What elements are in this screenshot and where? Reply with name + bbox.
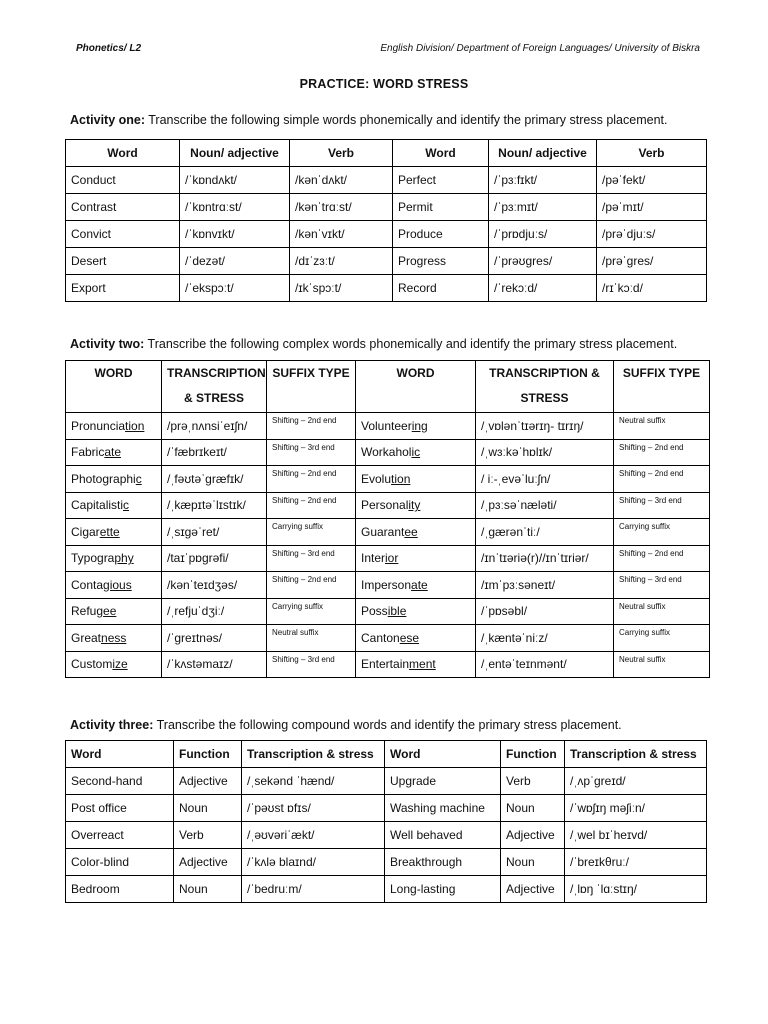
table-cell: /kənˈtrɑːst/ xyxy=(290,194,393,221)
table-cell: /ˌsɪgəˈret/ xyxy=(162,519,267,546)
column-header: Function xyxy=(501,741,565,768)
table-cell: Upgrade xyxy=(385,768,501,795)
table-cell: /ˌfəʊtəˈgræfɪk/ xyxy=(162,466,267,493)
table-cell: Noun xyxy=(174,795,242,822)
table-cell: Verb xyxy=(174,822,242,849)
table-row xyxy=(66,194,707,221)
table-cell: /ˌkæntəˈniːz/ xyxy=(476,625,614,652)
table-cell: /dɪˈzɜːt/ xyxy=(290,248,393,275)
table-cell: Adjective xyxy=(174,768,242,795)
suffix-underline: tion xyxy=(125,418,145,433)
activity-two-text: Transcribe the following complex words phonemically and identify the primary stress placement. xyxy=(144,337,678,351)
column-header: Transcription & stress xyxy=(242,741,385,768)
word-cell: Personality xyxy=(356,492,476,519)
table-cell: /ˈprəʊgres/ xyxy=(489,248,597,275)
suffix-type-cell: Neutral suffix xyxy=(614,413,710,440)
word-cell: Photographic xyxy=(66,466,162,493)
suffix-type-cell: Shifting – 2nd end xyxy=(267,572,356,599)
column-header: WORD xyxy=(356,361,476,413)
table-cell: /prəˌnʌnsiˈeɪʃn/ xyxy=(162,413,267,440)
suffix-underline: tion xyxy=(391,471,411,486)
column-header: TRANSCRIPTION & STRESS xyxy=(162,361,267,413)
table-cell: /kənˈdʌkt/ xyxy=(290,167,393,194)
table-cell: /ˌwɜːkəˈhɒlɪk/ xyxy=(476,439,614,466)
table-cell: / iː-ˌevəˈluːʃn/ xyxy=(476,466,614,493)
table-cell: Noun xyxy=(501,849,565,876)
table-cell: Post office xyxy=(66,795,174,822)
table-cell: Permit xyxy=(393,194,489,221)
word-cell: Capitalistic xyxy=(66,492,162,519)
suffix-type-cell: Shifting – 2nd end xyxy=(614,466,710,493)
table-cell: /ˌwel bɪˈheɪvd/ xyxy=(565,822,707,849)
suffix-type-cell: Shifting – 2nd end xyxy=(614,545,710,572)
table-cell: /prəˈdjuːs/ xyxy=(597,221,707,248)
activity-three-table xyxy=(65,740,707,903)
table-cell: Adjective xyxy=(174,849,242,876)
table-row xyxy=(66,795,707,822)
table-cell: /ˈrekɔːd/ xyxy=(489,275,597,302)
suffix-underline: c xyxy=(123,498,130,513)
column-header: Noun/ adjective xyxy=(489,140,597,167)
table-cell: /ˌvɒlənˈtɪərɪŋ- tɪrɪŋ/ xyxy=(476,413,614,440)
column-header: SUFFIX TYPE xyxy=(267,361,356,413)
table-cell: Progress xyxy=(393,248,489,275)
suffix-underline: ize xyxy=(112,657,128,672)
table-cell: /ˈkʌlə blaɪnd/ xyxy=(242,849,385,876)
table-row xyxy=(66,492,710,519)
table-cell: Bedroom xyxy=(66,876,174,903)
table-row xyxy=(66,167,707,194)
word-cell: Interior xyxy=(356,545,476,572)
table-cell: /ˈbreɪkθruː/ xyxy=(565,849,707,876)
table-row xyxy=(66,572,710,599)
suffix-type-cell: Shifting – 2nd end xyxy=(267,466,356,493)
table-cell: Perfect xyxy=(393,167,489,194)
table-row xyxy=(66,768,707,795)
suffix-type-cell: Shifting – 2nd end xyxy=(267,492,356,519)
table-cell: /ˌsekənd ˈhænd/ xyxy=(242,768,385,795)
suffix-underline: ee xyxy=(103,604,117,619)
suffix-type-cell: Neutral suffix xyxy=(614,598,710,625)
table-cell: /ˈpɜːfɪkt/ xyxy=(489,167,597,194)
suffix-type-cell: Shifting – 3rd end xyxy=(267,439,356,466)
page-title: PRACTICE: WORD STRESS xyxy=(299,77,469,91)
suffix-underline: ese xyxy=(399,630,420,645)
table-row xyxy=(66,221,707,248)
suffix-underline: gious xyxy=(103,577,132,592)
table-cell: /ˌʌpˈgreɪd/ xyxy=(565,768,707,795)
suffix-type-cell: Neutral suffix xyxy=(267,625,356,652)
word-cell: Customize xyxy=(66,651,162,678)
table-row xyxy=(66,822,707,849)
table-row xyxy=(66,248,707,275)
word-cell: Refugee xyxy=(66,598,162,625)
table-cell: /ɪnˈtɪəriə(r)//ɪnˈtɪriər/ xyxy=(476,545,614,572)
suffix-underline: ette xyxy=(99,524,120,539)
page-header xyxy=(76,43,700,54)
suffix-underline: ee xyxy=(404,524,418,539)
column-header: Word xyxy=(393,140,489,167)
word-cell: Contagious xyxy=(66,572,162,599)
table-cell: Noun xyxy=(501,795,565,822)
suffix-type-cell: Neutral suffix xyxy=(614,651,710,678)
column-header: Transcription & stress xyxy=(565,741,707,768)
table-cell: Adjective xyxy=(501,822,565,849)
activity-three-label: Activity three: xyxy=(70,718,154,732)
suffix-type-cell: Shifting – 3rd end xyxy=(614,492,710,519)
table-cell: Color-blind xyxy=(66,849,174,876)
column-header: Word xyxy=(385,741,501,768)
table-cell: Noun xyxy=(174,876,242,903)
table-cell: Record xyxy=(393,275,489,302)
word-cell: Pronunciation xyxy=(66,413,162,440)
activity-one-table xyxy=(65,139,707,302)
table-row xyxy=(66,545,710,572)
table-cell: /ˌrefjuˈdʒiː/ xyxy=(162,598,267,625)
table-row xyxy=(66,598,710,625)
table-cell: /ˈkʌstəmaɪz/ xyxy=(162,651,267,678)
activity-two-label: Activity two: xyxy=(70,337,145,351)
table-cell: /ˈbedruːm/ xyxy=(242,876,385,903)
suffix-underline: ate xyxy=(411,577,428,592)
suffix-underline: ic xyxy=(411,445,421,460)
word-cell: Workaholic xyxy=(356,439,476,466)
table-cell: Second-hand xyxy=(66,768,174,795)
table-cell: /kənˈteɪdʒəs/ xyxy=(162,572,267,599)
table-cell: /taɪˈpɒgrəfi/ xyxy=(162,545,267,572)
activity-one-instruction xyxy=(70,113,667,127)
column-header: Word xyxy=(66,741,174,768)
table-cell: Well behaved xyxy=(385,822,501,849)
table-cell: Contrast xyxy=(66,194,180,221)
table-cell: Produce xyxy=(393,221,489,248)
table-cell: /kənˈvɪkt/ xyxy=(290,221,393,248)
table-cell: Export xyxy=(66,275,180,302)
suffix-underline: c xyxy=(135,471,142,486)
word-cell: Entertainment xyxy=(356,651,476,678)
table-row xyxy=(66,466,710,493)
suffix-type-cell: Shifting – 3rd end xyxy=(267,651,356,678)
table-cell: /ˈkɒntrɑːst/ xyxy=(180,194,290,221)
table-row xyxy=(66,519,710,546)
table-cell: Desert xyxy=(66,248,180,275)
suffix-underline: ness xyxy=(101,630,127,645)
word-cell: Typography xyxy=(66,545,162,572)
table-cell: /rɪˈkɔːd/ xyxy=(597,275,707,302)
table-row xyxy=(66,413,710,440)
table-cell: Adjective xyxy=(501,876,565,903)
activity-two-table xyxy=(65,360,710,678)
word-cell: Possible xyxy=(356,598,476,625)
suffix-type-cell: Shifting – 2nd end xyxy=(267,413,356,440)
table-cell: /ˈprɒdjuːs/ xyxy=(489,221,597,248)
word-cell: Cantonese xyxy=(356,625,476,652)
table-row xyxy=(66,439,710,466)
table-cell: /ˌpɜːsəˈnæləti/ xyxy=(476,492,614,519)
table-row xyxy=(66,275,707,302)
table-cell: /ˈpɒsəbl/ xyxy=(476,598,614,625)
word-cell: Cigarette xyxy=(66,519,162,546)
table-row xyxy=(66,651,710,678)
table-cell: /pəˈfekt/ xyxy=(597,167,707,194)
suffix-underline: ible xyxy=(387,604,407,619)
suffix-type-cell: Shifting – 3rd end xyxy=(267,545,356,572)
suffix-type-cell: Carrying suffix xyxy=(614,625,710,652)
table-cell: /ˌəʊvəriˈækt/ xyxy=(242,822,385,849)
activity-one-label: Activity one: xyxy=(70,113,146,127)
table-cell: /ˌlɒŋ ˈlɑːstɪŋ/ xyxy=(565,876,707,903)
suffix-type-cell: Carrying suffix xyxy=(267,598,356,625)
table-row xyxy=(66,625,710,652)
table-row xyxy=(66,876,707,903)
suffix-underline: ate xyxy=(104,445,122,460)
column-header: Noun/ adjective xyxy=(180,140,290,167)
table-cell: Conduct xyxy=(66,167,180,194)
suffix-underline: ior xyxy=(385,551,399,566)
suffix-type-cell: Shifting – 3rd end xyxy=(614,572,710,599)
table-cell: /ˈfæbrɪkeɪt/ xyxy=(162,439,267,466)
table-cell: /ˌkæpɪtəˈlɪstɪk/ xyxy=(162,492,267,519)
activity-one-text: Transcribe the following simple words phonemically and identify the primary stress placement. xyxy=(145,113,668,127)
activity-two-instruction xyxy=(70,337,677,351)
institution-label: English Division/ Department of Foreign Languages/ University of Biskra xyxy=(380,43,700,54)
suffix-type-cell: Shifting – 2nd end xyxy=(614,439,710,466)
table-cell: /ɪkˈspɔːt/ xyxy=(290,275,393,302)
table-cell: Convict xyxy=(66,221,180,248)
table-cell: Long-lasting xyxy=(385,876,501,903)
column-header: Verb xyxy=(597,140,707,167)
suffix-type-cell: Carrying suffix xyxy=(614,519,710,546)
table-cell: /prəˈgres/ xyxy=(597,248,707,275)
table-cell: Washing machine xyxy=(385,795,501,822)
table-cell: /ˈkɒndʌkt/ xyxy=(180,167,290,194)
column-header: Word xyxy=(66,140,180,167)
table-cell: Overreact xyxy=(66,822,174,849)
activity-three-text: Transcribe the following compound words and identify the primary stress placement. xyxy=(153,718,622,732)
word-cell: Guarantee xyxy=(356,519,476,546)
column-header: SUFFIX TYPE xyxy=(614,361,710,413)
word-cell: Evolution xyxy=(356,466,476,493)
suffix-type-cell: Carrying suffix xyxy=(267,519,356,546)
table-cell: Verb xyxy=(501,768,565,795)
table-cell: /pəˈmɪt/ xyxy=(597,194,707,221)
word-cell: Volunteering xyxy=(356,413,476,440)
column-header: Function xyxy=(174,741,242,768)
word-cell: Greatness xyxy=(66,625,162,652)
table-cell: /ˈwɒʃɪŋ məʃiːn/ xyxy=(565,795,707,822)
course-label: Phonetics/ L2 xyxy=(76,43,142,54)
table-cell: /ˌentəˈteɪnmənt/ xyxy=(476,651,614,678)
table-row xyxy=(66,849,707,876)
activity-three-instruction xyxy=(70,718,622,732)
suffix-underline: ing xyxy=(411,418,428,433)
table-cell: /ɪmˈpɜːsəneɪt/ xyxy=(476,572,614,599)
suffix-underline: ment xyxy=(409,657,436,672)
table-cell: /ˌgærənˈtiː/ xyxy=(476,519,614,546)
table-cell: /ˈdezət/ xyxy=(180,248,290,275)
table-cell: /ˈkɒnvɪkt/ xyxy=(180,221,290,248)
word-cell: Fabricate xyxy=(66,439,162,466)
table-cell: /ˈgreɪtnəs/ xyxy=(162,625,267,652)
word-cell: Impersonate xyxy=(356,572,476,599)
table-cell: /ˈpəʊst ɒfɪs/ xyxy=(242,795,385,822)
column-header: WORD xyxy=(66,361,162,413)
table-cell: /ˈpɜːmɪt/ xyxy=(489,194,597,221)
column-header: TRANSCRIPTION & STRESS xyxy=(476,361,614,413)
suffix-underline: ity xyxy=(408,498,421,513)
table-cell: /ˈekspɔːt/ xyxy=(180,275,290,302)
table-cell: Breakthrough xyxy=(385,849,501,876)
column-header: Verb xyxy=(290,140,393,167)
suffix-underline: phy xyxy=(114,551,134,566)
